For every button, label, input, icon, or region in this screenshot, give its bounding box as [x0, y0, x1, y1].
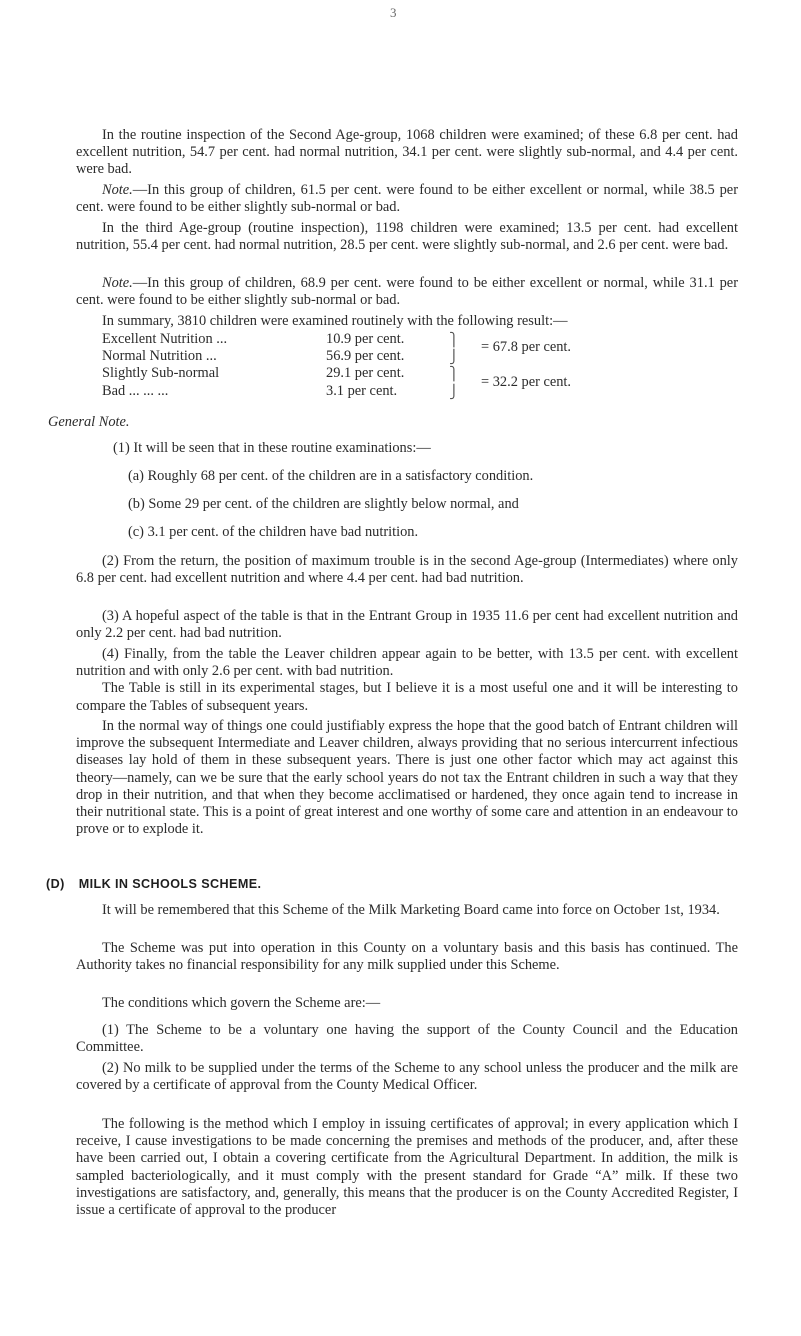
general-note-heading: General Note. [48, 414, 130, 430]
brace-icon: ⎭ [449, 383, 459, 399]
section-marker: (D) [46, 877, 65, 891]
summary-value: 10.9 per cent. [326, 331, 405, 347]
milk-paragraph-3: The conditions which govern the Scheme are:— [102, 995, 381, 1011]
summary-row [102, 383, 702, 400]
general-note-item-2: (2) From the return, the position of maximum trouble is in the second Age-group (Intermediates) where only 6.8 per cent. had excellent nutrition and where 4.4 per cent. had bad nutrition. [76, 553, 738, 587]
summary-intro: In summary, 3810 children were examined routinely with the following result:— [102, 313, 568, 329]
note-label: Note. [102, 182, 133, 198]
summary-value: 56.9 per cent. [326, 348, 405, 365]
milk-condition-2: (2) No milk to be supplied under the terms of the Scheme to any school unless the producer and the milk are covered by a certificate of approval from the County Medical Officer. [76, 1060, 738, 1094]
summary-value: 3.1 per cent. [326, 382, 398, 399]
milk-paragraph-4: The following is the method which I employ in issuing certificates of approval; in every application which I receive, I cause investigations to be made concerning the premises and methods of the producer, and, after these have been carried out, I obtain a covering certificate from the Agricultural Department. In addition, the milk is sampled bacteriologically, and it must comply with the present standard for Grade “A” milk. If these two investigations are satisfactory, and, generally, this means that the producer is on the County Accredited Register, I issue a certificate of approval to the producer [76, 1116, 738, 1219]
paragraph-second-age-group: In the routine inspection of the Second Age-group, 1068 children were examined; of these 6.8 per cent. had excellent nutrition, 54.7 per cent. had normal nutrition, 34.1 per cent. were slightly sub-normal, and 4.4 per cent. were bad. [76, 127, 738, 178]
note-text: —In this group of children, 61.5 per cent. were found to be either excellent or normal, while 38.5 per cent. were found to be either slightly sub-normal or bad. [76, 182, 738, 216]
general-note-item-1b: (b) Some 29 per cent. of the children are slightly below normal, and [128, 496, 519, 512]
summary-row [102, 331, 702, 348]
milk-paragraph-1: It will be remembered that this Scheme of the Milk Marketing Board came into force on October 1st, 1934. [102, 902, 720, 918]
note-second-age-group [76, 182, 738, 216]
general-note-item-4: (4) Finally, from the table the Leaver children appear again to be better, with 13.5 per cent. with excellent nutrition and with only 2.6 per cent. with bad nutrition. The Table is still in its experimental stages, but I believe it is a most useful one and it will be interesting to compare the Tables of subsequent years. [76, 646, 738, 714]
summary-label: Excellent Nutrition ... [102, 331, 228, 347]
page-number: 3 [390, 5, 397, 20]
general-note-item-1a: (a) Roughly 68 per cent. of the children are in a satisfactory condition. [128, 468, 534, 484]
note-label: Note. [102, 275, 133, 291]
summary-row [102, 365, 702, 382]
summary-label: Bad ... ... ... [102, 382, 169, 399]
paragraph-third-age-group: In the third Age-group (routine inspection), 1198 children were examined; 13.5 per cent. had excellent nutrition, 55.4 per cent. had normal nutrition, 28.5 per cent. were slightly sub-normal, and 2.6 per cent. were bad. [76, 220, 738, 254]
summary-group-total: = 67.8 per cent. [481, 339, 572, 355]
general-note-item-1: (1) It will be seen that in these routine examinations:— [113, 440, 431, 456]
brace-icon: ⎫ [449, 366, 459, 382]
note-third-age-group [76, 275, 738, 309]
summary-table [102, 331, 702, 400]
general-note-item-3: (3) A hopeful aspect of the table is that in the Entrant Group in 1935 11.6 per cent had excellent nutrition and only 2.2 per cent. had bad nutrition. [76, 608, 738, 642]
milk-section-heading [46, 876, 261, 893]
milk-condition-1: (1) The Scheme to be a voluntary one having the support of the County Council and the Education Committee. [76, 1022, 738, 1056]
section-title: MILK IN SCHOOLS SCHEME. [78, 877, 262, 891]
brace-icon: ⎫ [449, 332, 459, 347]
summary-label: Normal Nutrition ... [102, 348, 217, 365]
summary-value: 29.1 per cent. [326, 365, 405, 382]
general-note-item-1c: (c) 3.1 per cent. of the children have bad nutrition. [128, 524, 419, 540]
summary-row [102, 348, 702, 365]
milk-paragraph-2: The Scheme was put into operation in this County on a voluntary basis and this basis has continued. The Authority takes no financial responsibility for any milk supplied under this Scheme. [76, 940, 738, 974]
note-text: —In this group of children, 68.9 per cent. were found to be either excellent or normal, while 31.1 per cent. were found to be either slightly sub-normal or bad. [76, 275, 738, 309]
general-note-closing: In the normal way of things one could justifiably express the hope that the good batch of Entrant children will improve the subsequent Intermediate and Leaver children, always providing that no serious intercurrent infectious diseases lay hold of them in these subsequent years. There is just one other factor which may act against this theory—namely, can we be sure that the early school years do not tax the Entrant children in such a way that they drop in their nutrition, and that when they become acclimatised or hardened, they once again tend to increase in their nutritional state. This is a point of great interest and one worthy of some care and attention in an endeavour to prove or to explode it. [76, 718, 738, 838]
summary-label: Slightly Sub-normal [102, 365, 220, 382]
summary-group-total: = 32.2 per cent. [481, 374, 572, 390]
brace-icon: ⎭ [449, 349, 459, 365]
